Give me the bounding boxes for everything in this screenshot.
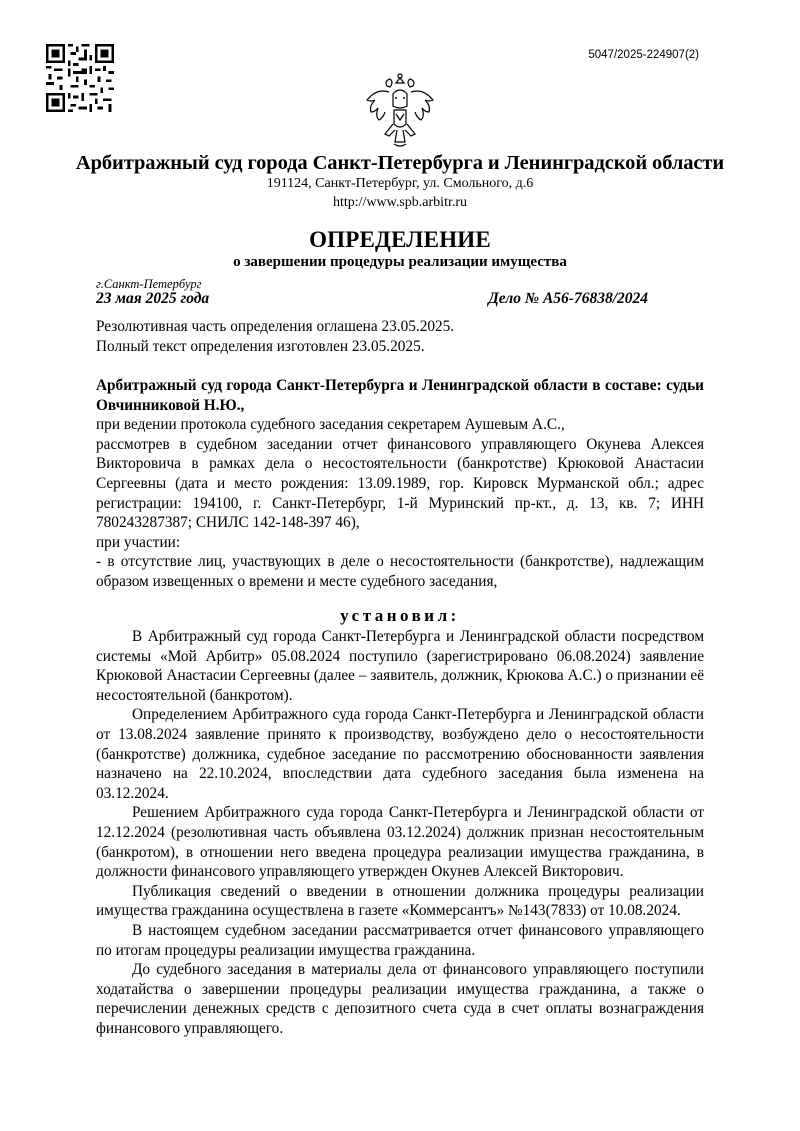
body-paragraph: В Арбитражный суд города Санкт-Петербурга и Ленинградской области посредством системы «Мой Арбитр» 05.08.2024 поступило (зарегистрировано 06.08.2024) заявление Крюковой Анастасии Сергеевны (далее – заявитель, должник, Крюкова А.С.) о признании её несостоятельной (банкротом).: [96, 628, 704, 704]
announcement-block: [96, 317, 704, 356]
document-title: ОПРЕДЕЛЕНИЕ: [309, 227, 491, 252]
body-text: [96, 627, 704, 1038]
intro-block: [96, 376, 704, 592]
city: г.Санкт-Петербург: [96, 277, 202, 291]
secretary-line: при ведении протокола судебного заседания секретарем Аушевым А.С.,: [96, 416, 565, 434]
considering-paragraph: рассмотрев в судебном заседании отчет финансового управляющего Окунева Алексея Викторовича в рамках дела о несостоятельности (банкротстве) Крюковой Анастасии Сергеевны (дата и место рождения: 13.09.1989, гор. Кировск Мурманской обл.; адрес регистрации: 194100, г. Санкт-Петербург, 1-й Муринский пр-кт., д. 13, кв. 7; ИНН 780243287387; СНИЛС 142-148-397 46),: [96, 435, 704, 532]
established-heading: установил:: [340, 606, 460, 625]
russian-coat-of-arms-icon: [363, 72, 437, 152]
court-website: http://www.spb.arbitr.ru: [332, 195, 468, 210]
body-paragraph: В настоящем судебном заседании рассматривается отчет финансового управляющего по итогам процедуры реализации имущества гражданина.: [96, 921, 704, 959]
participation-label: при участии:: [96, 533, 181, 551]
body-paragraph: Определением Арбитражного суда города Санкт-Петербурга и Ленинградской области от 13.08.2024 заявление принято к производству, возбуждено дело о несостоятельности (банкротстве) должника, судебное заседание по рассмотрению обоснованности заявления назначено на 22.10.2024, впоследствии дата судебного заседания была изменена на 03.12.2024.: [96, 706, 704, 802]
participation-paragraph: - в отсутствие лиц, участвующих в деле о несостоятельности (банкротстве), надлежащим образом извещенных о времени и месте судебного заседания,: [96, 553, 704, 590]
document-number: 5047/2025-224907(2): [588, 49, 699, 61]
body-paragraph: Решением Арбитражного суда города Санкт-Петербурга и Ленинградской области от 12.12.2024 (резолютивная часть объявлена 03.12.2024) должник признан несостоятельным (банкротом), в отношении него введена процедура реализации имущества гражданина, в должности финансового управляющего утвержден Окунев Алексей Викторович.: [96, 804, 704, 881]
document-date: 23 мая 2025 года: [96, 290, 210, 307]
announcement-line: Резолютивная часть определения оглашена 23.05.2025.: [96, 318, 455, 335]
court-address: 191124, Санкт-Петербург, ул. Смольного, д.6: [266, 176, 534, 191]
document-subtitle: о завершении процедуры реализации имущества: [233, 254, 567, 270]
case-number: Дело № А56-76838/2024: [488, 290, 648, 307]
announcement-line: Полный текст определения изготовлен 23.05.2025.: [96, 337, 425, 355]
body-paragraph: До судебного заседания в материалы дела от финансового управляющего поступили ходатайства о завершении процедуры реализации имущества гражданина, а также о перечислении денежных средств с депозитного счета суда в счет оплаты вознаграждения финансового управляющего.: [96, 961, 704, 1037]
court-name: Арбитражный суд города Санкт-Петербурга и Ленинградской области: [75, 152, 725, 174]
qr-code: [46, 44, 114, 112]
court-composition: Арбитражный суд города Санкт-Петербурга и Ленинградской области в составе: судьи Овчинниковой Н.Ю.,: [96, 377, 704, 414]
body-paragraph: Публикация сведений о введении в отношении должника процедуры реализации имущества гражданина осуществлена в газете «Коммерсантъ» №143(7833) от 10.08.2024.: [96, 882, 704, 920]
